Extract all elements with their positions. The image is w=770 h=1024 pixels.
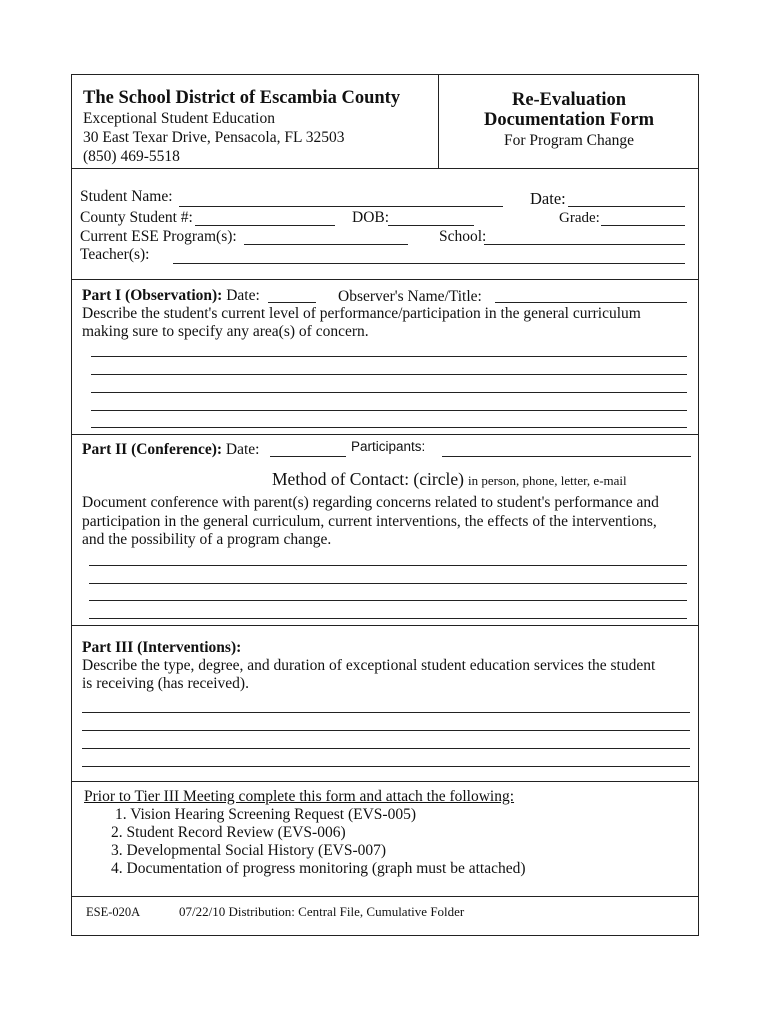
part2-response-line[interactable] bbox=[89, 600, 687, 601]
student-name-field[interactable] bbox=[179, 206, 503, 207]
date-field[interactable] bbox=[568, 206, 685, 207]
student-name-label: Student Name: bbox=[80, 188, 173, 205]
part2-response-line[interactable] bbox=[89, 618, 687, 619]
distribution-note: 07/22/10 Distribution: Central File, Cumulative Folder bbox=[179, 904, 465, 919]
dob-label: DOB: bbox=[352, 209, 390, 226]
part1-response-line[interactable] bbox=[91, 392, 687, 393]
date-label: Date: bbox=[530, 189, 566, 208]
part1-response-line[interactable] bbox=[91, 374, 687, 375]
part2-date-field[interactable] bbox=[270, 456, 346, 457]
section-divider bbox=[72, 168, 698, 169]
section-divider bbox=[72, 434, 698, 435]
attachment-item: 2. Student Record Review (EVS-006) bbox=[111, 824, 346, 841]
grade-label: Grade: bbox=[559, 210, 600, 226]
method-of-contact-options[interactable]: in person, phone, letter, e-mail bbox=[467, 473, 627, 488]
district-name: The School District of Escambia County bbox=[83, 88, 401, 108]
part3-description-line1: Describe the type, degree, and duration of exceptional student education services the student bbox=[82, 657, 656, 674]
section-divider bbox=[72, 781, 698, 782]
part2-description-line2: participation in the general curriculum, current interventions, the effects of the interventions, bbox=[82, 513, 657, 530]
part3-response-line[interactable] bbox=[82, 712, 690, 713]
part2-description-line1: Document conference with parent(s) regarding concerns related to student's performance and bbox=[82, 494, 659, 511]
section-divider bbox=[72, 279, 698, 280]
district-address: 30 East Texar Drive, Pensacola, FL 32503 bbox=[83, 129, 345, 146]
part1-date-field[interactable] bbox=[268, 302, 316, 303]
observer-label: Observer's Name/Title: bbox=[338, 288, 482, 305]
attachment-item: 4. Documentation of progress monitoring (graph must be attached) bbox=[111, 860, 526, 877]
school-field[interactable] bbox=[484, 244, 685, 245]
observer-field[interactable] bbox=[495, 302, 687, 303]
ese-program-field[interactable] bbox=[244, 244, 408, 245]
form-title-line2: Documentation Form bbox=[483, 110, 655, 130]
teacher-field[interactable] bbox=[173, 263, 685, 264]
part3-response-line[interactable] bbox=[82, 730, 690, 731]
participants-field[interactable] bbox=[442, 456, 691, 457]
part1-description-line2: making sure to specify any area(s) of concern. bbox=[82, 323, 369, 340]
form-code: ESE-020A bbox=[86, 905, 141, 919]
teacher-label: Teacher(s): bbox=[80, 246, 150, 263]
part1-date-label: Date: bbox=[226, 287, 260, 304]
section-divider bbox=[72, 896, 698, 897]
form-title-line1: Re-Evaluation bbox=[511, 90, 627, 110]
part1-response-line[interactable] bbox=[91, 356, 687, 357]
part1-response-line[interactable] bbox=[91, 427, 687, 428]
school-label: School: bbox=[439, 228, 487, 245]
method-of-contact-label: Method of Contact: (circle) bbox=[272, 469, 464, 489]
department-name: Exceptional Student Education bbox=[83, 110, 275, 127]
county-student-label: County Student #: bbox=[80, 209, 193, 226]
dob-field[interactable] bbox=[388, 225, 474, 226]
part2-response-line[interactable] bbox=[89, 565, 687, 566]
part2-response-line[interactable] bbox=[89, 583, 687, 584]
county-student-field[interactable] bbox=[195, 225, 335, 226]
section-divider bbox=[72, 625, 698, 626]
part2-description-line3: and the possibility of a program change. bbox=[82, 531, 332, 548]
part3-description-line2: is receiving (has received). bbox=[82, 675, 249, 692]
ese-program-label: Current ESE Program(s): bbox=[80, 228, 237, 245]
participants-label: Participants: bbox=[351, 439, 426, 454]
evaluation-form bbox=[71, 74, 699, 936]
district-phone: (850) 469-5518 bbox=[83, 148, 180, 165]
attachment-item: 1. Vision Hearing Screening Request (EVS-005) bbox=[115, 806, 416, 823]
part1-description-line1: Describe the student's current level of performance/participation in the general curriculum bbox=[82, 305, 641, 322]
form-subtitle: For Program Change bbox=[503, 132, 634, 149]
part1-response-line[interactable] bbox=[91, 410, 687, 411]
part2-title: Part II (Conference): bbox=[82, 441, 223, 458]
part3-response-line[interactable] bbox=[82, 766, 690, 767]
grade-field[interactable] bbox=[601, 225, 685, 226]
attachment-item: 3. Developmental Social History (EVS-007) bbox=[111, 842, 387, 859]
part1-title: Part I (Observation): bbox=[82, 287, 223, 304]
part3-title: Part III (Interventions): bbox=[82, 639, 242, 656]
part3-response-line[interactable] bbox=[82, 748, 690, 749]
part2-date-label: Date: bbox=[225, 441, 260, 458]
attachments-intro: Prior to Tier III Meeting complete this form and attach the following: bbox=[84, 788, 515, 805]
